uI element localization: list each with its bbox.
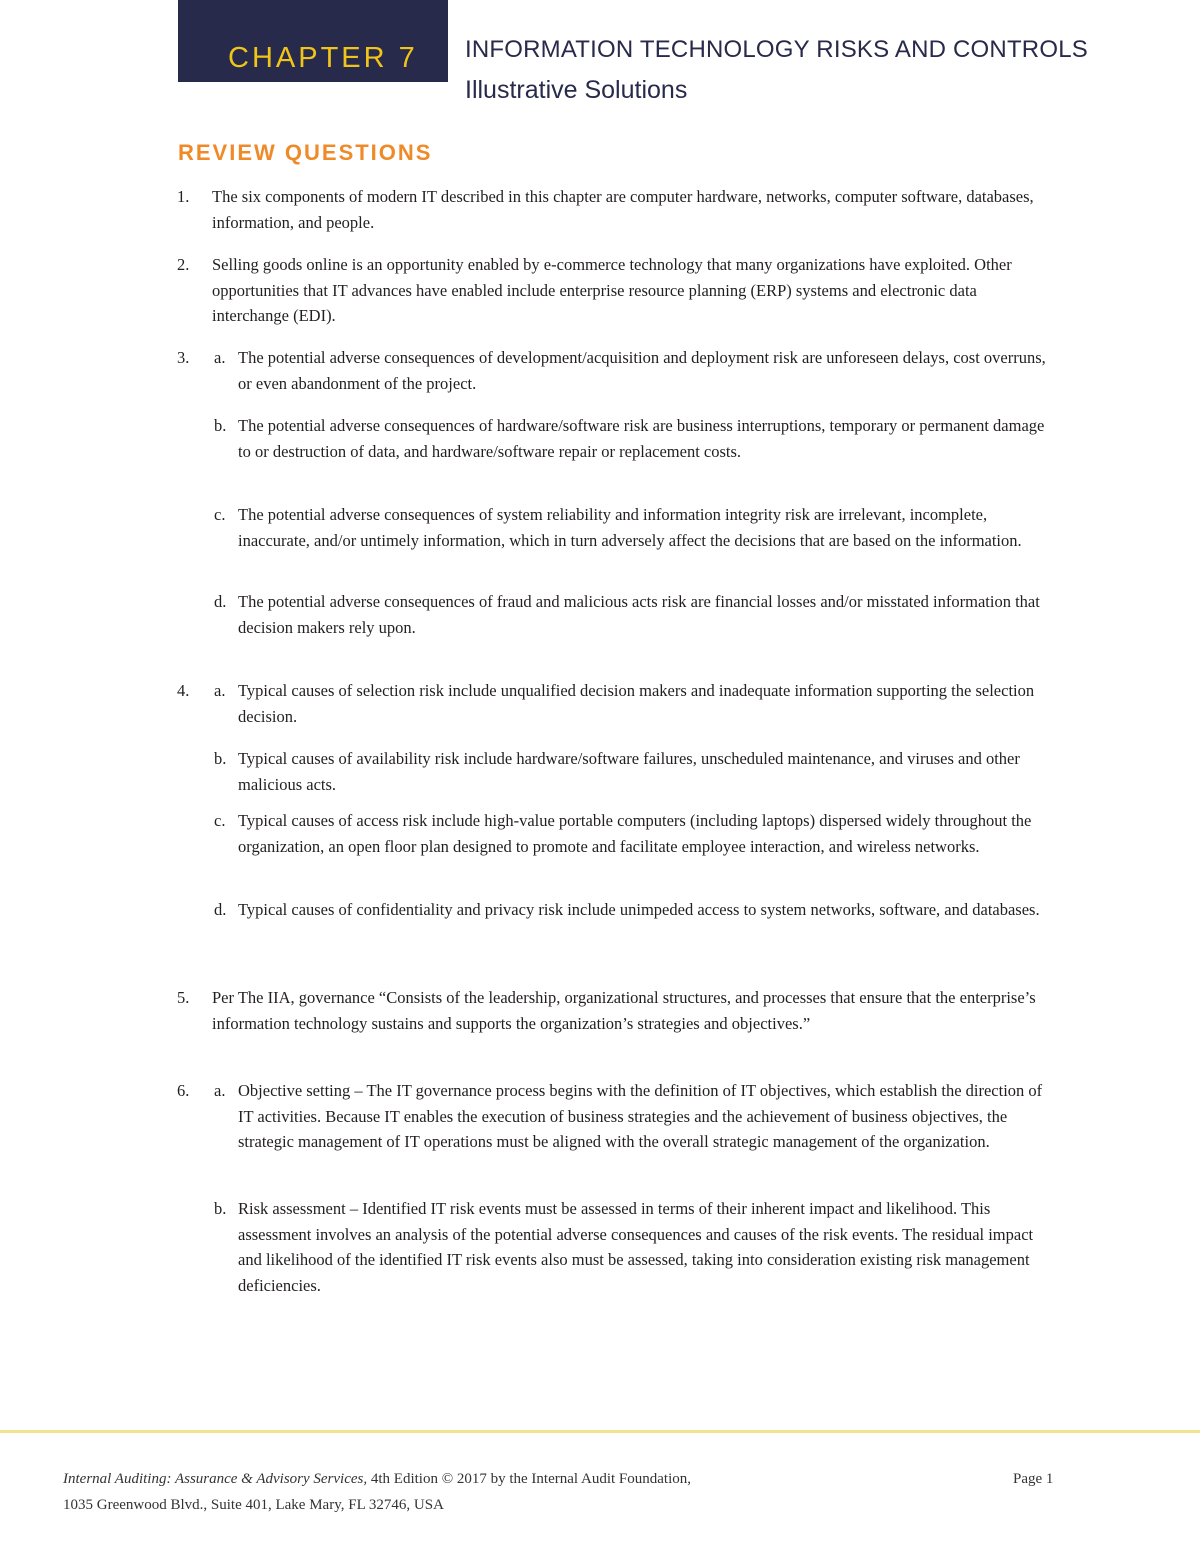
part-letter: b. xyxy=(214,749,227,768)
part-letter: d. xyxy=(214,592,227,611)
footer-address: 1035 Greenwood Blvd., Suite 401, Lake Mary, FL 32746, USA xyxy=(63,1497,444,1513)
question-number: 3. xyxy=(177,348,190,367)
part-letter: c. xyxy=(214,811,226,830)
question-number: 6. xyxy=(177,1081,190,1100)
part-letter: a. xyxy=(214,1081,226,1100)
part-letter: b. xyxy=(214,416,227,435)
part-letter: c. xyxy=(214,505,226,524)
question-number: 4. xyxy=(177,681,190,700)
question-text: Selling goods online is an opportunity enabled by e-commerce technology that many organizations have exploited. Other opportunities that IT advances have enabled include enterprise resource planning (ERP) systems and electronic data interchange (EDI). xyxy=(212,255,1012,325)
part-letter: a. xyxy=(214,681,226,700)
question-number: 1. xyxy=(177,187,190,206)
part-letter: d. xyxy=(214,900,227,919)
chapter-subtitle: Illustrative Solutions xyxy=(465,76,688,104)
part-text: The potential adverse consequences of system reliability and information integrity risk are irrelevant, incomplete, inaccurate, and/or untimely information, which in turn adversely affect the decisions that are based on the information. xyxy=(238,505,1022,550)
part-text: Typical causes of access risk include high-value portable computers (including laptops) dispersed widely throughout the organization, an open floor plan designed to promote and facilitate employee interaction, and wireless networks. xyxy=(238,811,1032,856)
footer-citation xyxy=(63,1466,1023,1518)
question-number: 2. xyxy=(177,255,190,274)
part-letter: a. xyxy=(214,348,226,367)
footer-book-title: Internal Auditing: Assurance & Advisory Services, xyxy=(63,1471,368,1487)
part-text: Typical causes of confidentiality and privacy risk include unimpeded access to system networks, software, and databases. xyxy=(238,900,1040,919)
footer-divider xyxy=(0,1430,1200,1433)
part-text: Typical causes of availability risk include hardware/software failures, unscheduled maintenance, and viruses and other malicious acts. xyxy=(238,749,1020,794)
question-text: Per The IIA, governance “Consists of the leadership, organizational structures, and processes that ensure that the enterprise’s information technology sustains and supports the organization’s strategies and objectives.” xyxy=(212,988,1036,1033)
question-text: The six components of modern IT described in this chapter are computer hardware, networks, computer software, databases, information, and people. xyxy=(212,187,1034,232)
part-text: The potential adverse consequences of fraud and malicious acts risk are financial losses and/or misstated information that decision makers rely upon. xyxy=(238,592,1040,637)
chapter-label: CHAPTER 7 xyxy=(178,0,448,82)
part-text: Typical causes of selection risk include unqualified decision makers and inadequate information supporting the selection decision. xyxy=(238,681,1035,726)
part-text: Objective setting – The IT governance process begins with the definition of IT objectives, which establish the direction of IT activities. Because IT enables the execution of business strategies and the achievement of business objectives, the strategic management of IT operations must be aligned with the overall strategic management of the organization. xyxy=(238,1081,1043,1151)
page-number: Page 1 xyxy=(1013,1471,1054,1487)
part-letter: b. xyxy=(214,1199,227,1218)
section-heading: REVIEW QUESTIONS xyxy=(178,140,433,165)
question-number: 5. xyxy=(177,988,190,1007)
part-text: Risk assessment – Identified IT risk events must be assessed in terms of their inherent impact and likelihood. This assessment involves an analysis of the potential adverse consequences and causes of the risk events. The residual impact and likelihood of the identified IT risk events also must be assessed, taking into consideration existing risk management deficiencies. xyxy=(238,1199,1034,1295)
footer-edition: 4th Edition © 2017 by the Internal Audit Foundation, xyxy=(367,1471,691,1487)
part-text: The potential adverse consequences of hardware/software risk are business interruptions, temporary or permanent damage to or destruction of data, and hardware/software repair or replacement costs. xyxy=(238,416,1045,461)
part-text: The potential adverse consequences of development/acquisition and deployment risk are unforeseen delays, cost overruns, or even abandonment of the project. xyxy=(238,348,1046,393)
chapter-title: INFORMATION TECHNOLOGY RISKS AND CONTROLS xyxy=(465,36,1088,63)
